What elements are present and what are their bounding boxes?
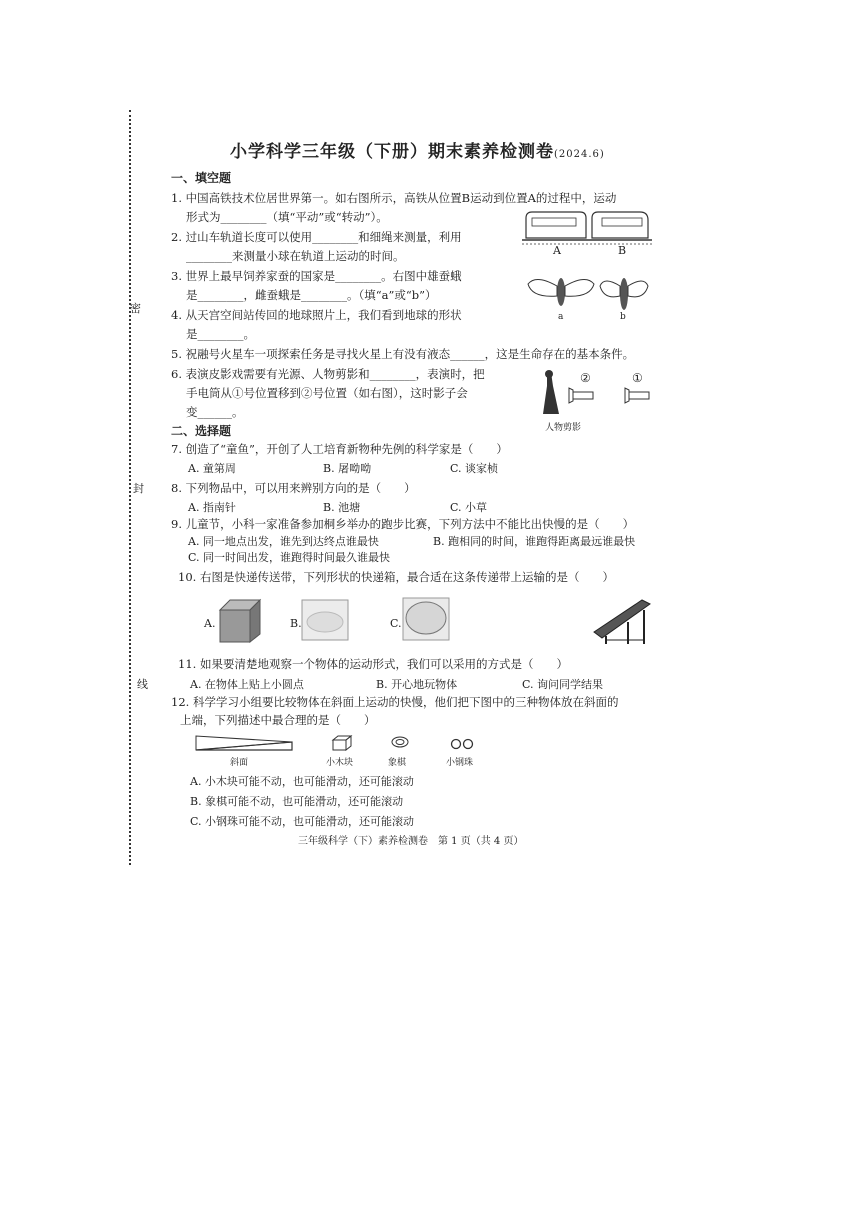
question-6-line-2: 手电筒从①号位置移到②号位置（如右图），这时影子会	[186, 386, 468, 400]
q11-option-c: C. 询问同学结果	[522, 678, 604, 691]
q12-option-b: B. 象棋可能不动，也可能滑动，还可能滚动	[190, 795, 404, 808]
caption-slope: 斜面	[230, 758, 249, 768]
question-2-line-1: 2. 过山车轨道长度可以使用________和细绳来测量，利用	[171, 230, 462, 244]
q10-option-c: C.	[390, 617, 402, 630]
flat-box-photo	[300, 598, 350, 642]
q10-option-a: A.	[204, 617, 216, 630]
q12-option-a: A. 小木块可能不动，也可能滑动，还可能滚动	[190, 775, 414, 788]
shadow-play-figure	[535, 368, 665, 418]
torch-position-1: ①	[632, 371, 643, 385]
section-multiple-choice: 二、选择题	[171, 424, 232, 438]
question-6-line-1: 6. 表演皮影戏需要有光源、人物剪影和________，表演时，把	[171, 367, 485, 381]
question-3-line-2: 是________，雌蚕蛾是________。（填“a”或“b”）	[186, 288, 437, 302]
caption-wood-block: 小木块	[326, 758, 354, 768]
q9-option-c: C. 同一时间出发，谁跑得时间最久谁最快	[188, 551, 391, 564]
q7-option-a: A. 童第周	[188, 462, 236, 475]
wood-block-figure	[331, 734, 353, 752]
q8-option-a: A. 指南针	[188, 501, 236, 514]
q9-option-b: B. 跑相同的时间，谁跑得距离最远谁最快	[433, 535, 636, 548]
slope-figure	[194, 732, 294, 752]
train-figure	[522, 208, 652, 258]
q8-option-b: B. 池塘	[323, 501, 361, 514]
q7-option-c: C. 谈家桢	[450, 462, 499, 475]
q9-option-a: A. 同一地点出发，谁先到达终点谁最快	[188, 535, 379, 548]
q12-option-c: C. 小钢珠可能不动，也可能滑动，还可能滚动	[190, 815, 415, 828]
q11-option-b: B. 开心地玩物体	[376, 678, 458, 691]
q7-option-b: B. 屠呦呦	[323, 462, 372, 475]
section-fill-blank: 一、填空题	[171, 171, 232, 185]
binding-mark-line: 线	[137, 678, 148, 691]
q8-option-c: C. 小草	[450, 501, 488, 514]
binding-mark-close: 封	[133, 482, 144, 495]
conveyor-belt-figure	[592, 596, 652, 644]
question-2-line-2: ________来测量小球在轨道上运动的时间。	[186, 249, 405, 263]
question-4-line-1: 4. 从天宫空间站传回的地球照片上，我们看到地球的形状	[171, 308, 462, 322]
question-3-line-1: 3. 世界上最早饲养家蚕的国家是________。右图中雄蚕蛾	[171, 269, 462, 283]
cube-box-photo	[216, 598, 264, 644]
question-7: 7. 创造了“童鱼”，开创了人工培育新物种先例的科学家是（ ）	[171, 442, 508, 456]
binding-mark-seal: 密	[130, 302, 141, 315]
moth-label-a: a	[558, 312, 564, 322]
torch-position-2: ②	[580, 371, 591, 385]
caption-chess-piece: 象棋	[388, 758, 407, 768]
chess-piece-figure	[390, 734, 410, 750]
exam-date: (2024.6)	[554, 149, 605, 160]
question-4-line-2: 是________。	[186, 327, 255, 341]
page-footer: 三年级科学（下）素养检测卷 第 1 页（共 4 页）	[298, 836, 524, 847]
question-10: 10. 右图是快递传送带，下列形状的快递箱，最合适在这条传递带上运输的是（ ）	[178, 570, 614, 584]
question-6-line-3: 变______。	[186, 405, 244, 419]
q10-option-b: B.	[290, 617, 302, 630]
question-9: 9. 儿童节，小科一家准备参加桐乡举办的跑步比赛，下列方法中不能比出快慢的是（ ）	[171, 517, 635, 531]
steel-balls-figure	[449, 738, 475, 750]
silkworm-moth-figure	[526, 272, 656, 316]
caption-steel-ball: 小钢珠	[446, 758, 474, 768]
question-12-line-2: 上端，下列描述中最合理的是（ ）	[180, 713, 376, 727]
train-label-b: B	[618, 244, 627, 257]
train-label-a: A	[553, 244, 561, 257]
question-12-line-1: 12. 科学学习小组要比较物体在斜面上运动的快慢，他们把下图中的三种物体放在斜面的	[171, 695, 619, 709]
question-8: 8. 下列物品中，可以用来辨别方向的是（ ）	[171, 481, 416, 495]
question-1-line-1: 1. 中国高铁技术位居世界第一。如右图所示，高铁从位置B运动到位置A的过程中，运动	[171, 191, 617, 205]
question-5: 5. 祝融号火星车一项探索任务是寻找火星上有没有液态______，这是生命存在的基本条件。	[171, 347, 635, 361]
question-11: 11. 如果要清楚地观察一个物体的运动形式，我们可以采用的方式是（ ）	[178, 657, 568, 671]
question-1-line-2: 形式为________（填“平动”或“转动”）。	[186, 210, 388, 224]
round-box-photo	[401, 596, 451, 642]
q11-option-a: A. 在物体上贴上小圆点	[190, 678, 304, 691]
page-title: 小学科学三年级（下册）期末素养检测卷(2024.6)	[230, 142, 605, 162]
shadow-caption: 人物剪影	[545, 423, 582, 433]
moth-label-b: b	[620, 312, 626, 322]
